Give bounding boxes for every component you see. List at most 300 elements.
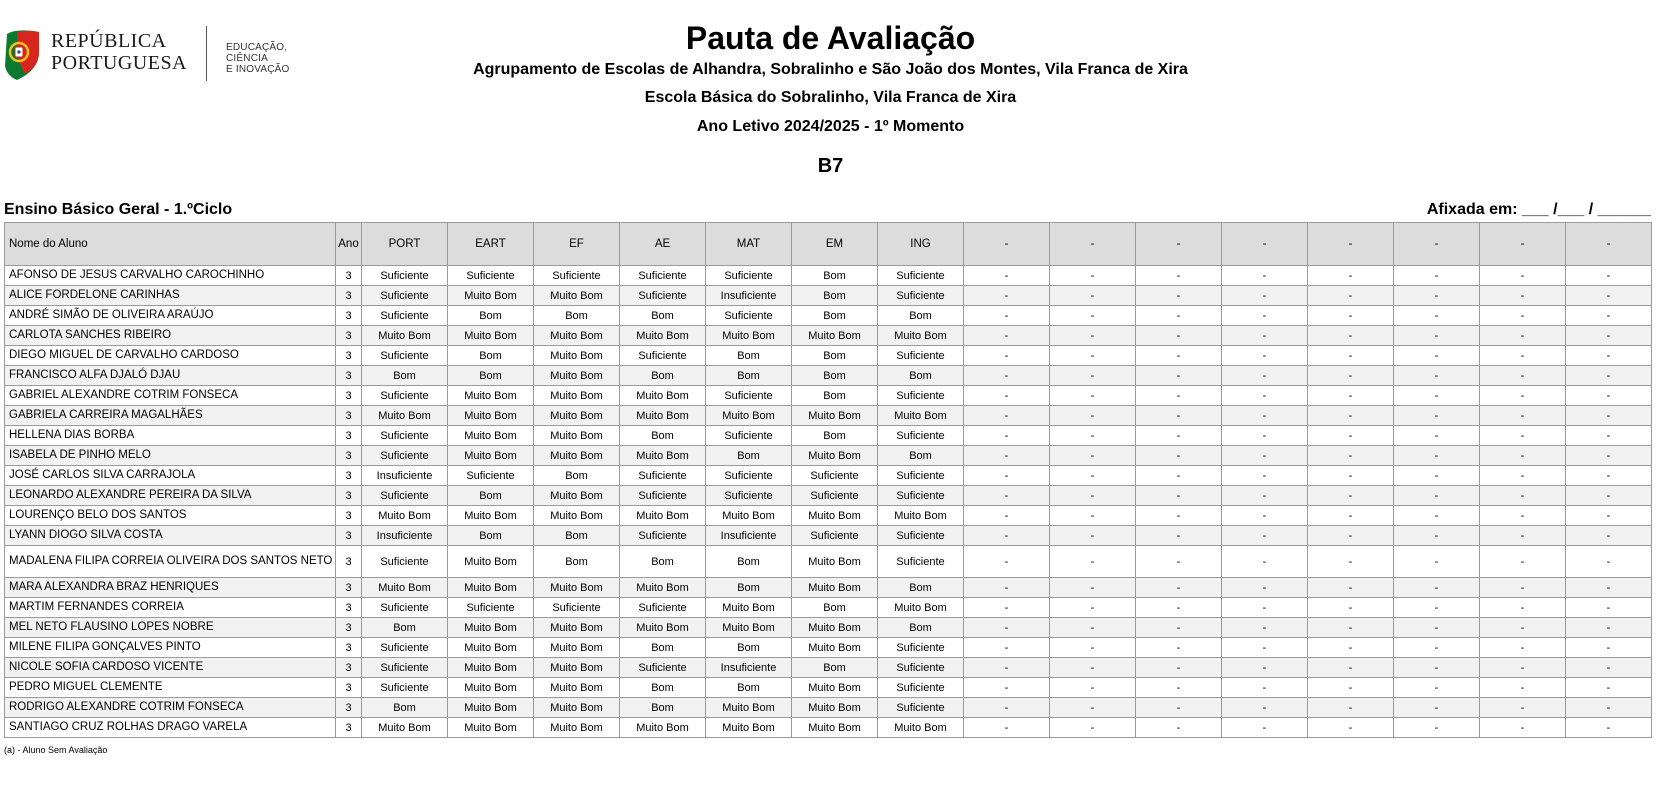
grade-cell: Muito Bom bbox=[534, 638, 620, 658]
grade-cell: - bbox=[964, 266, 1050, 286]
student-name-cell: RODRIGO ALEXANDRE COTRIM FONSECA bbox=[5, 698, 336, 718]
column-header-ano: Ano bbox=[336, 223, 362, 266]
grade-cell: - bbox=[964, 466, 1050, 486]
grade-cell: - bbox=[1136, 698, 1222, 718]
grade-cell: - bbox=[1480, 658, 1566, 678]
student-name-cell: MILENE FILIPA GONÇALVES PINTO bbox=[5, 638, 336, 658]
grade-cell: Suficiente bbox=[878, 678, 964, 698]
grade-cell: - bbox=[1222, 266, 1308, 286]
grade-cell: - bbox=[964, 346, 1050, 366]
grade-cell: - bbox=[1050, 266, 1136, 286]
student-name-cell: AFONSO DE JESUS CARVALHO CAROCHINHO bbox=[5, 266, 336, 286]
table-row bbox=[5, 678, 1652, 698]
grade-cell: Suficiente bbox=[448, 266, 534, 286]
grade-cell: Suficiente bbox=[362, 306, 448, 326]
grade-cell: - bbox=[1480, 526, 1566, 546]
grade-cell: Bom bbox=[620, 678, 706, 698]
grade-cell: - bbox=[1222, 578, 1308, 598]
grade-cell: Suficiente bbox=[534, 598, 620, 618]
grade-cell: - bbox=[1050, 598, 1136, 618]
grade-cell: - bbox=[1222, 546, 1308, 578]
grade-cell: - bbox=[1050, 638, 1136, 658]
grade-cell: - bbox=[1566, 618, 1652, 638]
year-cell: 3 bbox=[336, 698, 362, 718]
grade-cell: Muito Bom bbox=[448, 286, 534, 306]
grade-cell: Bom bbox=[706, 366, 792, 386]
grade-cell: - bbox=[1136, 286, 1222, 306]
year-cell: 3 bbox=[336, 386, 362, 406]
grade-cell: Suficiente bbox=[620, 658, 706, 678]
year-cell: 3 bbox=[336, 466, 362, 486]
student-name-cell: GABRIELA CARREIRA MAGALHÃES bbox=[5, 406, 336, 426]
grade-cell: Muito Bom bbox=[448, 326, 534, 346]
grade-cell: - bbox=[1394, 618, 1480, 638]
table-row bbox=[5, 698, 1652, 718]
grade-cell: - bbox=[1394, 698, 1480, 718]
grade-cell: Bom bbox=[620, 306, 706, 326]
grade-cell: Suficiente bbox=[620, 526, 706, 546]
grade-cell: - bbox=[1222, 658, 1308, 678]
year-cell: 3 bbox=[336, 486, 362, 506]
student-name-cell: DIEGO MIGUEL DE CARVALHO CARDOSO bbox=[5, 346, 336, 366]
grade-cell: Bom bbox=[534, 526, 620, 546]
grade-cell: - bbox=[1566, 486, 1652, 506]
grade-cell: Bom bbox=[534, 546, 620, 578]
table-row bbox=[5, 638, 1652, 658]
table-row bbox=[5, 406, 1652, 426]
grade-cell: Muito Bom bbox=[620, 446, 706, 466]
grade-cell: - bbox=[1308, 678, 1394, 698]
grade-cell: - bbox=[1050, 526, 1136, 546]
grade-cell: Muito Bom bbox=[792, 698, 878, 718]
grade-cell: - bbox=[1394, 598, 1480, 618]
grade-cell: Muito Bom bbox=[792, 678, 878, 698]
table-row bbox=[5, 658, 1652, 678]
grade-cell: - bbox=[1136, 466, 1222, 486]
grade-cell: - bbox=[1480, 506, 1566, 526]
grade-cell: - bbox=[1308, 638, 1394, 658]
grade-cell: Muito Bom bbox=[448, 406, 534, 426]
grade-cell: Muito Bom bbox=[534, 346, 620, 366]
grade-cell: Insuficiente bbox=[362, 526, 448, 546]
grade-cell: - bbox=[1222, 718, 1308, 738]
grade-cell: Muito Bom bbox=[792, 506, 878, 526]
grade-cell: - bbox=[1136, 638, 1222, 658]
grade-cell: - bbox=[1480, 346, 1566, 366]
table-row bbox=[5, 506, 1652, 526]
grade-cell: Suficiente bbox=[792, 486, 878, 506]
student-name-cell: CARLOTA SANCHES RIBEIRO bbox=[5, 326, 336, 346]
grade-cell: Muito Bom bbox=[448, 718, 534, 738]
grade-cell: - bbox=[1136, 678, 1222, 698]
student-name-cell: GABRIEL ALEXANDRE COTRIM FONSECA bbox=[5, 386, 336, 406]
grade-cell: - bbox=[964, 526, 1050, 546]
table-row bbox=[5, 426, 1652, 446]
grade-cell: Muito Bom bbox=[620, 578, 706, 598]
agrupamento-name: Agrupamento de Escolas de Alhandra, Sobralinho e São João dos Montes, Vila Franca de Xira bbox=[473, 61, 1188, 78]
grade-cell: - bbox=[1480, 486, 1566, 506]
grade-cell: Muito Bom bbox=[620, 326, 706, 346]
grade-cell: Suficiente bbox=[362, 598, 448, 618]
year-cell: 3 bbox=[336, 346, 362, 366]
grade-cell: - bbox=[1394, 366, 1480, 386]
grade-cell: Muito Bom bbox=[534, 506, 620, 526]
grade-cell: - bbox=[1136, 506, 1222, 526]
grade-cell: Suficiente bbox=[878, 346, 964, 366]
grade-cell: Suficiente bbox=[878, 386, 964, 406]
grade-cell: Muito Bom bbox=[792, 578, 878, 598]
grade-cell: - bbox=[1480, 406, 1566, 426]
student-name-cell: PEDRO MIGUEL CLEMENTE bbox=[5, 678, 336, 698]
grade-cell: Muito Bom bbox=[792, 406, 878, 426]
grade-cell: - bbox=[1136, 306, 1222, 326]
table-row bbox=[5, 286, 1652, 306]
grade-cell: - bbox=[1050, 718, 1136, 738]
grade-cell: - bbox=[1136, 366, 1222, 386]
grade-cell: - bbox=[1566, 266, 1652, 286]
grade-cell: - bbox=[964, 446, 1050, 466]
grade-cell: Bom bbox=[620, 698, 706, 718]
grade-cell: Suficiente bbox=[448, 466, 534, 486]
grade-cell: - bbox=[1394, 386, 1480, 406]
column-header: EART bbox=[448, 223, 534, 266]
student-name-cell: ISABELA DE PINHO MELO bbox=[5, 446, 336, 466]
grade-cell: Bom bbox=[362, 698, 448, 718]
grade-cell: Bom bbox=[362, 618, 448, 638]
grade-cell: Suficiente bbox=[706, 486, 792, 506]
grade-cell: Muito Bom bbox=[448, 618, 534, 638]
grade-cell: - bbox=[1222, 426, 1308, 446]
grade-cell: - bbox=[1136, 386, 1222, 406]
grade-cell: - bbox=[1308, 306, 1394, 326]
year-cell: 3 bbox=[336, 266, 362, 286]
column-header: - bbox=[1394, 223, 1480, 266]
grade-cell: - bbox=[1566, 526, 1652, 546]
column-header: - bbox=[1308, 223, 1394, 266]
grade-cell: - bbox=[1136, 406, 1222, 426]
grade-cell: Suficiente bbox=[362, 386, 448, 406]
grade-cell: Suficiente bbox=[362, 638, 448, 658]
grade-cell: - bbox=[1050, 578, 1136, 598]
grade-cell: Bom bbox=[620, 638, 706, 658]
grade-cell: - bbox=[1050, 446, 1136, 466]
year-cell: 3 bbox=[336, 578, 362, 598]
grade-cell: - bbox=[1308, 526, 1394, 546]
grade-cell: Suficiente bbox=[878, 466, 964, 486]
grade-cell: - bbox=[1566, 678, 1652, 698]
grade-cell: - bbox=[964, 718, 1050, 738]
logo-line2: PORTUGUESA bbox=[51, 52, 188, 74]
year-cell: 3 bbox=[336, 598, 362, 618]
grade-cell: Suficiente bbox=[534, 266, 620, 286]
table-body bbox=[5, 266, 1652, 738]
grade-cell: - bbox=[1480, 578, 1566, 598]
grade-cell: Bom bbox=[620, 366, 706, 386]
grade-cell: - bbox=[1566, 698, 1652, 718]
grade-cell: - bbox=[1050, 406, 1136, 426]
year-cell: 3 bbox=[336, 286, 362, 306]
grade-cell: Insuficiente bbox=[706, 658, 792, 678]
column-header-nome: Nome do Aluno bbox=[5, 223, 336, 266]
grade-cell: - bbox=[1566, 506, 1652, 526]
grade-cell: Suficiente bbox=[706, 466, 792, 486]
grade-cell: - bbox=[1050, 506, 1136, 526]
grade-cell: - bbox=[1480, 386, 1566, 406]
grade-cell: Muito Bom bbox=[706, 618, 792, 638]
grade-cell: - bbox=[1308, 286, 1394, 306]
section-title: Ensino Básico Geral - 1.ºCiclo bbox=[4, 201, 233, 218]
grade-cell: - bbox=[1480, 326, 1566, 346]
grade-cell: Bom bbox=[362, 366, 448, 386]
table-row bbox=[5, 306, 1652, 326]
grade-cell: - bbox=[1480, 366, 1566, 386]
grade-cell: - bbox=[1566, 406, 1652, 426]
grade-cell: - bbox=[1308, 366, 1394, 386]
grade-cell: - bbox=[1136, 266, 1222, 286]
grade-cell: - bbox=[1222, 466, 1308, 486]
table-row bbox=[5, 446, 1652, 466]
grade-cell: Suficiente bbox=[362, 546, 448, 578]
student-name-cell: ALICE FORDELONE CARINHAS bbox=[5, 286, 336, 306]
grade-cell: - bbox=[1222, 286, 1308, 306]
grade-cell: Suficiente bbox=[878, 526, 964, 546]
student-name-cell: MARA ALEXANDRA BRAZ HENRIQUES bbox=[5, 578, 336, 598]
grade-cell: Bom bbox=[620, 426, 706, 446]
student-name-cell: LYANN DIOGO SILVA COSTA bbox=[5, 526, 336, 546]
grade-cell: - bbox=[1480, 466, 1566, 486]
grade-cell: Muito Bom bbox=[620, 506, 706, 526]
grade-cell: - bbox=[964, 658, 1050, 678]
grade-cell: Muito Bom bbox=[534, 286, 620, 306]
grade-cell: Muito Bom bbox=[792, 446, 878, 466]
grade-cell: Suficiente bbox=[620, 266, 706, 286]
grade-cell: Suficiente bbox=[362, 426, 448, 446]
grade-cell: Bom bbox=[878, 618, 964, 638]
grade-cell: - bbox=[1480, 638, 1566, 658]
grade-cell: - bbox=[1222, 598, 1308, 618]
column-header: - bbox=[1222, 223, 1308, 266]
grade-cell: Suficiente bbox=[620, 346, 706, 366]
grade-cell: Muito Bom bbox=[620, 386, 706, 406]
student-name-cell: MADALENA FILIPA CORREIA OLIVEIRA DOS SANTOS NETO bbox=[5, 546, 336, 578]
grade-cell: Muito Bom bbox=[362, 326, 448, 346]
grade-cell: Muito Bom bbox=[878, 406, 964, 426]
grade-cell: Bom bbox=[448, 526, 534, 546]
grade-cell: Bom bbox=[792, 426, 878, 446]
grade-cell: Muito Bom bbox=[534, 426, 620, 446]
student-name-cell: MEL NETO FLAUSINO LOPES NOBRE bbox=[5, 618, 336, 638]
year-cell: 3 bbox=[336, 326, 362, 346]
table-row bbox=[5, 326, 1652, 346]
grade-cell: - bbox=[1136, 618, 1222, 638]
column-header: MAT bbox=[706, 223, 792, 266]
student-name-cell: LOURENÇO BELO DOS SANTOS bbox=[5, 506, 336, 526]
grade-cell: Suficiente bbox=[362, 266, 448, 286]
grade-cell: - bbox=[1222, 618, 1308, 638]
grade-cell: - bbox=[1050, 326, 1136, 346]
year-cell: 3 bbox=[336, 546, 362, 578]
grade-cell: - bbox=[1050, 658, 1136, 678]
grade-cell: Bom bbox=[706, 638, 792, 658]
table-row bbox=[5, 546, 1652, 578]
grade-cell: - bbox=[964, 426, 1050, 446]
logo-line1: REPÚBLICA bbox=[51, 30, 167, 52]
grade-cell: Suficiente bbox=[878, 658, 964, 678]
grade-cell: Muito Bom bbox=[620, 618, 706, 638]
grade-cell: - bbox=[1308, 426, 1394, 446]
ministry-line1: EDUCAÇÃO, CIÊNCIA bbox=[226, 42, 288, 64]
grade-cell: - bbox=[1308, 386, 1394, 406]
grade-cell: Suficiente bbox=[362, 486, 448, 506]
grade-cell: - bbox=[1394, 426, 1480, 446]
grade-cell: - bbox=[964, 406, 1050, 426]
grade-cell: Suficiente bbox=[706, 386, 792, 406]
grade-cell: Muito Bom bbox=[706, 326, 792, 346]
grade-cell: - bbox=[1394, 578, 1480, 598]
grade-cell: Muito Bom bbox=[878, 598, 964, 618]
grade-cell: - bbox=[1308, 346, 1394, 366]
grade-cell: - bbox=[1308, 698, 1394, 718]
grade-cell: - bbox=[1394, 326, 1480, 346]
grade-cell: - bbox=[1136, 426, 1222, 446]
grade-cell: - bbox=[1308, 546, 1394, 578]
grade-cell: Muito Bom bbox=[534, 718, 620, 738]
grade-cell: Suficiente bbox=[620, 286, 706, 306]
grade-cell: Muito Bom bbox=[448, 546, 534, 578]
grade-cell: Muito Bom bbox=[362, 506, 448, 526]
grade-cell: Muito Bom bbox=[706, 598, 792, 618]
grade-cell: - bbox=[1394, 718, 1480, 738]
grade-cell: - bbox=[1050, 546, 1136, 578]
grade-cell: - bbox=[1050, 386, 1136, 406]
year-cell: 3 bbox=[336, 446, 362, 466]
grade-cell: - bbox=[964, 678, 1050, 698]
grade-cell: - bbox=[1136, 578, 1222, 598]
grade-cell: - bbox=[1394, 466, 1480, 486]
grade-cell: Muito Bom bbox=[534, 446, 620, 466]
grade-cell: - bbox=[964, 326, 1050, 346]
grade-cell: - bbox=[1222, 326, 1308, 346]
table-row bbox=[5, 346, 1652, 366]
grade-cell: Muito Bom bbox=[534, 678, 620, 698]
grade-cell: - bbox=[1480, 306, 1566, 326]
grade-cell: - bbox=[964, 546, 1050, 578]
grade-cell: - bbox=[1566, 466, 1652, 486]
grade-cell: Muito Bom bbox=[792, 638, 878, 658]
ministry-line2: E INOVAÇÃO bbox=[226, 64, 290, 75]
grade-cell: Muito Bom bbox=[534, 406, 620, 426]
grade-cell: Muito Bom bbox=[534, 386, 620, 406]
grade-cell: Muito Bom bbox=[448, 446, 534, 466]
grade-cell: - bbox=[1136, 718, 1222, 738]
grade-cell: Suficiente bbox=[706, 266, 792, 286]
table-row bbox=[5, 718, 1652, 738]
grade-cell: Muito Bom bbox=[448, 426, 534, 446]
grade-cell: - bbox=[1050, 678, 1136, 698]
grade-cell: - bbox=[1050, 366, 1136, 386]
grade-cell: - bbox=[1566, 578, 1652, 598]
grade-cell: - bbox=[1394, 506, 1480, 526]
grade-cell: Muito Bom bbox=[448, 506, 534, 526]
grade-cell: Insuficiente bbox=[706, 286, 792, 306]
grade-cell: Bom bbox=[792, 306, 878, 326]
grade-cell: Muito Bom bbox=[534, 618, 620, 638]
grade-cell: - bbox=[964, 506, 1050, 526]
column-header: - bbox=[1136, 223, 1222, 266]
grade-cell: - bbox=[1222, 306, 1308, 326]
grade-cell: Bom bbox=[878, 306, 964, 326]
grade-cell: Suficiente bbox=[792, 526, 878, 546]
grade-cell: Muito Bom bbox=[706, 406, 792, 426]
table-row bbox=[5, 526, 1652, 546]
student-name-cell: FRANCISCO ALFA DJALÓ DJAU bbox=[5, 366, 336, 386]
grade-cell: Suficiente bbox=[620, 486, 706, 506]
grade-cell: - bbox=[964, 306, 1050, 326]
column-header: - bbox=[964, 223, 1050, 266]
grade-cell: Muito Bom bbox=[792, 546, 878, 578]
grade-cell: - bbox=[1394, 658, 1480, 678]
grade-cell: - bbox=[1308, 406, 1394, 426]
grade-cell: Muito Bom bbox=[448, 678, 534, 698]
grade-cell: - bbox=[1222, 486, 1308, 506]
year-cell: 3 bbox=[336, 406, 362, 426]
grade-cell: - bbox=[1480, 618, 1566, 638]
grade-cell: - bbox=[1480, 698, 1566, 718]
grade-cell: - bbox=[964, 386, 1050, 406]
grade-cell: Muito Bom bbox=[362, 578, 448, 598]
grade-cell: - bbox=[1566, 718, 1652, 738]
grade-cell: - bbox=[1136, 598, 1222, 618]
grade-cell: - bbox=[1308, 658, 1394, 678]
grade-cell: - bbox=[1566, 546, 1652, 578]
grade-cell: Suficiente bbox=[878, 266, 964, 286]
student-name-cell: HELLENA DIAS BORBA bbox=[5, 426, 336, 446]
grade-cell: - bbox=[964, 486, 1050, 506]
grade-cell: Suficiente bbox=[620, 598, 706, 618]
grade-cell: - bbox=[1566, 386, 1652, 406]
year-cell: 3 bbox=[336, 718, 362, 738]
grade-cell: Muito Bom bbox=[706, 698, 792, 718]
grade-cell: - bbox=[1394, 406, 1480, 426]
grade-cell: Suficiente bbox=[620, 466, 706, 486]
grade-cell: Muito Bom bbox=[362, 406, 448, 426]
grade-cell: - bbox=[1136, 658, 1222, 678]
student-name-cell: LEONARDO ALEXANDRE PEREIRA DA SILVA bbox=[5, 486, 336, 506]
grade-cell: Bom bbox=[706, 678, 792, 698]
school-name: Escola Básica do Sobralinho, Vila Franca de Xira bbox=[644, 89, 1017, 106]
table-row bbox=[5, 366, 1652, 386]
grade-cell: Muito Bom bbox=[534, 658, 620, 678]
grade-cell: - bbox=[1308, 266, 1394, 286]
grade-cell: - bbox=[1050, 466, 1136, 486]
student-name-cell: JOSÉ CARLOS SILVA CARRAJOLA bbox=[5, 466, 336, 486]
grade-cell: - bbox=[1566, 346, 1652, 366]
grade-cell: Bom bbox=[792, 286, 878, 306]
column-header: EF bbox=[534, 223, 620, 266]
grade-cell: - bbox=[1308, 506, 1394, 526]
grade-cell: - bbox=[1480, 678, 1566, 698]
grade-cell: - bbox=[1222, 506, 1308, 526]
grade-cell: Muito Bom bbox=[534, 578, 620, 598]
year-cell: 3 bbox=[336, 426, 362, 446]
column-header: AE bbox=[620, 223, 706, 266]
student-name-cell: MARTIM FERNANDES CORREIA bbox=[5, 598, 336, 618]
grade-cell: - bbox=[1136, 486, 1222, 506]
grade-cell: - bbox=[1222, 698, 1308, 718]
grade-cell: - bbox=[1566, 658, 1652, 678]
grade-cell: Bom bbox=[534, 466, 620, 486]
student-name-cell: NICOLE SOFIA CARDOSO VICENTE bbox=[5, 658, 336, 678]
